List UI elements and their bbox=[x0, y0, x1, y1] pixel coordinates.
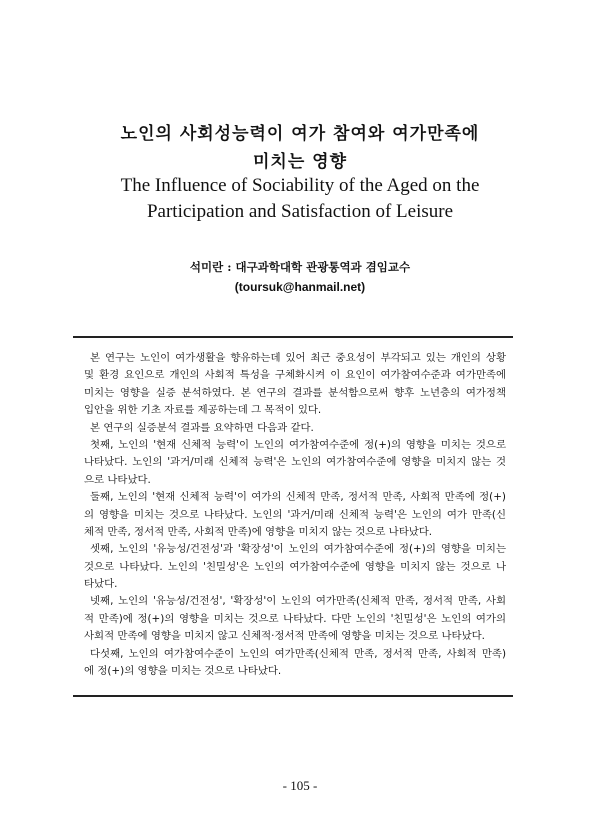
abstract-line: 사회적 만족에 영향을 미치지 않고 신체적·정서적 만족에 영향을 미치는 것으로 나타났다. bbox=[84, 630, 485, 643]
abstract-line: 입안을 위한 기초 자료를 제공하는데 그 목적이 있다. bbox=[84, 404, 322, 417]
abstract-line: 타났다. bbox=[84, 578, 118, 591]
abstract-line: 나타났다. 노인의 '과거/미래 신체적 능력'은 노인의 여가참여수준에 영향을 미치지 않는 것 bbox=[84, 456, 506, 469]
abstract-line: 체적 만족, 정서적 만족, 사회적 만족)에 영향을 미치지 않는 것으로 나타났다. bbox=[84, 525, 433, 538]
abstract bbox=[84, 350, 506, 680]
abstract-paragraph bbox=[84, 646, 506, 681]
abstract-line: 것으로 나타났다. 노인의 '친밀성'은 노인의 여가참여수준에 영향을 미치지 않는 것으로 나 bbox=[84, 560, 506, 573]
author-email: (toursuk@hanmail.net) bbox=[234, 280, 366, 294]
abstract-bottom-rule bbox=[73, 695, 513, 697]
abstract-line: 적 만족)에 정(+)의 영향을 미치는 것으로 나타났다. 다만 노인의 '친밀성'은 노인의 여가의 bbox=[84, 612, 506, 625]
abstract-line: 넷째, 노인의 '유능성/건전성', '확장성'이 노인의 여가만족(신체적 만족, 정서적 만족, 사회 bbox=[90, 595, 506, 608]
english-title-line-2: Participation and Satisfaction of Leisure bbox=[146, 201, 454, 222]
abstract-line: 첫째, 노인의 '현재 신체적 능력'이 노인의 여가참여수준에 정(+)의 영향을 미치는 것으로 bbox=[90, 438, 506, 451]
abstract-line: 및 환경 요인으로 개인의 사회적 특성을 구체화시켜 이 요인이 여가참여수준과 여가만족에 bbox=[84, 369, 506, 382]
abstract-line: 미치는 영향을 실증 분석하였다. 본 연구의 결과를 분석함으로써 향후 노년층의 여가정책 bbox=[84, 386, 506, 399]
abstract-line: 의 영향을 미치는 것으로 나타났다. 노인의 '과거/미래 신체적 능력'은 노인의 여가 만족(신 bbox=[84, 508, 506, 521]
abstract-line: 본 연구는 노인이 여가생활을 향유하는데 있어 최근 중요성이 부각되고 있는 개인의 상황 bbox=[90, 352, 506, 364]
abstract-line: 다섯째, 노인의 여가참여수준이 노인의 여가만족(신체적 만족, 정서적 만족, 사회적 만족) bbox=[90, 647, 506, 660]
abstract-line: 으로 나타났다. bbox=[84, 473, 151, 486]
abstract-paragraph bbox=[84, 593, 506, 645]
abstract-line: 본 연구의 실증분석 결과를 요약하면 다음과 같다. bbox=[90, 421, 314, 434]
abstract-top-rule bbox=[73, 336, 513, 338]
abstract-paragraph bbox=[84, 437, 506, 489]
page-number: - 105 - bbox=[282, 778, 318, 793]
abstract-paragraph bbox=[84, 489, 506, 541]
korean-title-line-1: 노인의 사회성능력이 여가 참여와 여가만족에 bbox=[120, 124, 480, 144]
korean-title-line-2: 미치는 영향 bbox=[252, 152, 348, 172]
author-affiliation: 석미란 : 대구과학대학 관광통역과 겸임교수 bbox=[189, 260, 411, 274]
abstract-line: 둘째, 노인의 '현재 신체적 능력'이 여가의 신체적 만족, 정서적 만족, 사회적 만족에 정(+) bbox=[90, 491, 506, 504]
abstract-paragraph bbox=[84, 420, 506, 437]
abstract-line: 에 정(+)의 영향을 미치는 것으로 나타났다. bbox=[84, 665, 282, 678]
abstract-paragraph bbox=[84, 350, 506, 420]
abstract-paragraph bbox=[84, 541, 506, 593]
abstract-line: 셋째, 노인의 '유능성/건전성'과 '확장성'이 노인의 여가참여수준에 정(+)의 영향을 미치는 bbox=[90, 543, 506, 556]
english-title-line-1: The Influence of Sociability of the Aged on the bbox=[120, 175, 480, 196]
